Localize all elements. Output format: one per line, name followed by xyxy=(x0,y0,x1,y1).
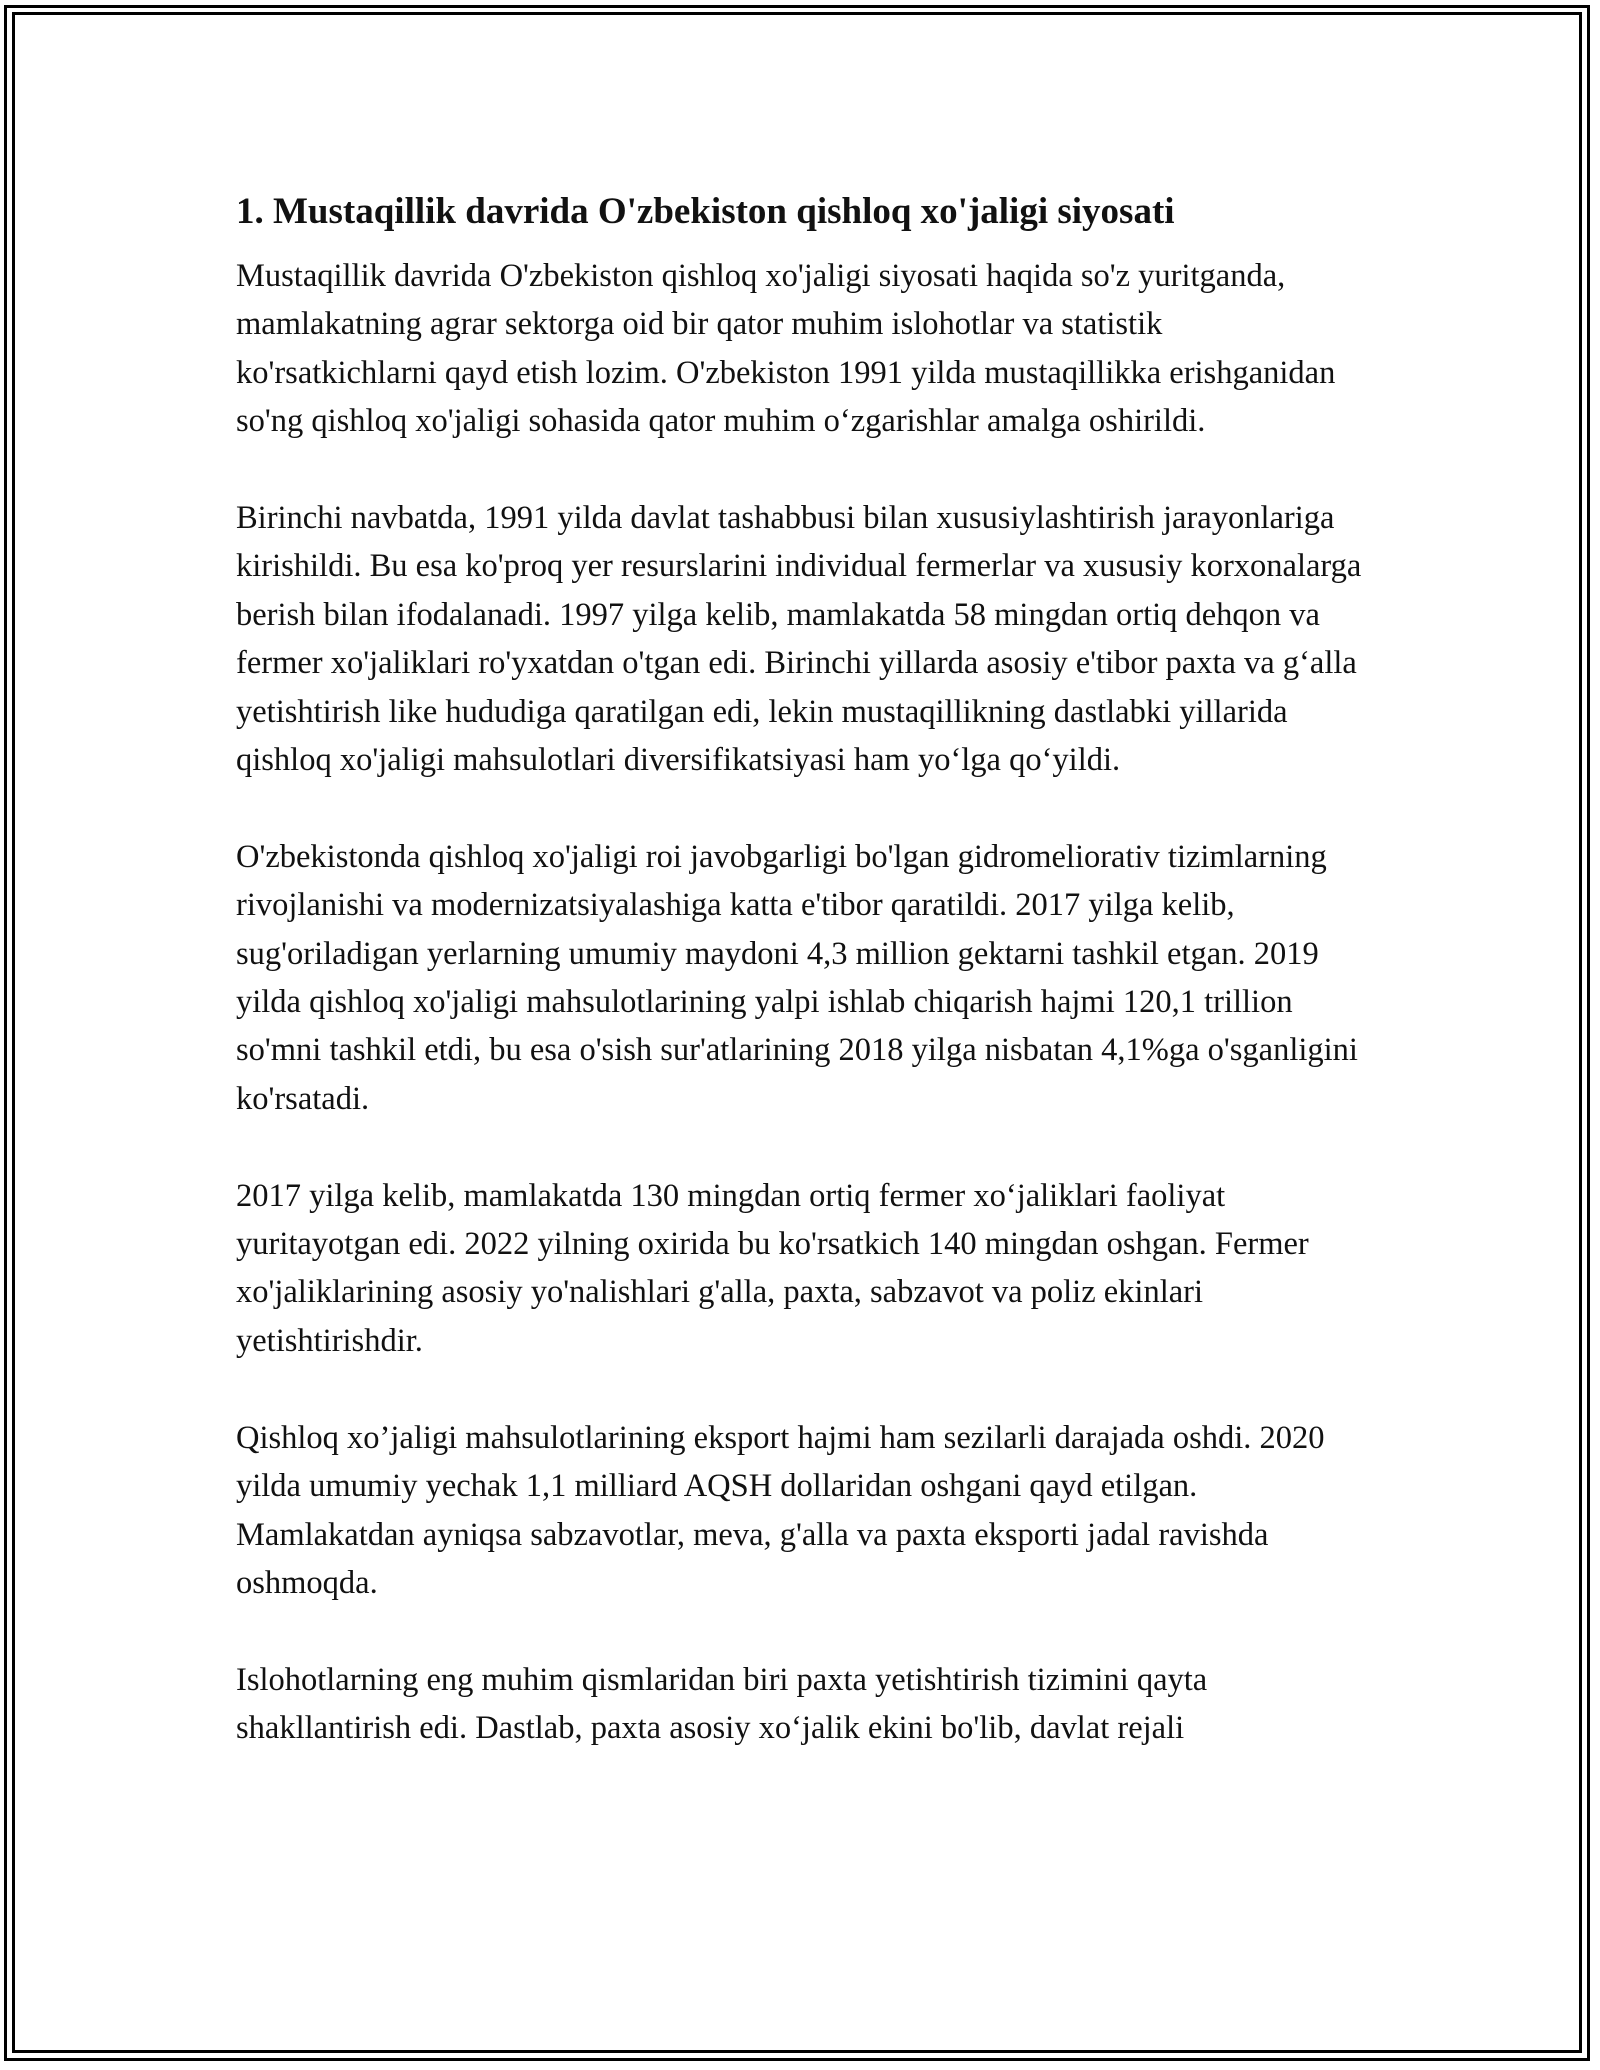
document-body xyxy=(236,186,1366,1801)
paragraph-3: O'zbekistonda qishloq xo'jaligi roi javobgarligi bo'lgan gidromeliorativ tizimlarning rivojlanishi va modernizatsiyalashiga katta e'tibor qaratildi. 2017 yilga kelib, sug'oriladigan yerlarning umumiy maydoni 4,3 million gektarni tashkil etgan. 2019 yilda qishloq xo'jaligi mahsulotlarining yalpi ishlab chiqarish hajmi 120,1 trillion so'mni tashkil etdi, bu esa o'sish sur'atlarining 2018 yilga nisbatan 4,1%ga o'sganligini ko'rsatadi. xyxy=(236,838,1358,1117)
paragraph-1: Mustaqillik davrida O'zbekiston qishloq xo'jaligi siyosati haqida so'z yuritganda, mamlakatning agrar sektorga oid bir qator muhim islohotlar va statistik ko'rsatkichlarni qayd etish lozim. O'zbekiston 1991 yilda mustaqillikka erishganidan so'ng qishloq xo'jaligi sohasida qator muhim o‘zgarishlar amalga oshirildi. xyxy=(236,258,1336,440)
paragraph-4: 2017 yilga kelib, mamlakatda 130 mingdan ortiq fermer xo‘jaliklari faoliyat yuritayotgan edi. 2022 yilning oxirida bu ko'rsatkich 140 mingdan oshgan. Fermer xo'jaliklarining asosiy yo'nalishlari g'alla, paxta, sabzavot va poliz ekinlari yetishtirishdir. xyxy=(236,1177,1309,1359)
section-heading: 1. Mustaqillik davrida O'zbekiston qishloq xo'jaligi siyosati xyxy=(236,191,1175,232)
paragraph-5: Qishloq xo’jaligi mahsulotlarining eksport hajmi ham sezilarli darajada oshdi. 2020 yilda umumiy yechak 1,1 milliard AQSH dollaridan oshgani qayd etilgan. Mamlakatdan ayniqsa sabzavotlar, meva, g'alla va paxta eksporti jadal ravishda oshmoqda. xyxy=(236,1419,1325,1601)
paragraph-2: Birinchi navbatda, 1991 yilda davlat tashabbusi bilan xususiylashtirish jarayonlariga kirishildi. Bu esa ko'proq yer resurslarini individual fermerlar va xususiy korxonalarga berish bilan ifodalanadi. 1997 yilga kelib, mamlakatda 58 mingdan ortiq dehqon va fermer xo'jaliklari ro'yxatdan o'tgan edi. Birinchi yillarda asosiy e'tibor paxta va g‘alla yetishtirish like hududiga qaratilgan edi, lekin mustaqillikning dastlabki yillarida qishloq xo'jaligi mahsulotlari diversifikatsiyasi ham yo‘lga qo‘yildi. xyxy=(236,500,1362,779)
paragraph-6: Islohotlarning eng muhim qismlaridan biri paxta yetishtirish tizimini qayta shakllantirish edi. Dastlab, paxta asosiy xo‘jalik ekini bo'lib, davlat rejali xyxy=(236,1661,1208,1747)
